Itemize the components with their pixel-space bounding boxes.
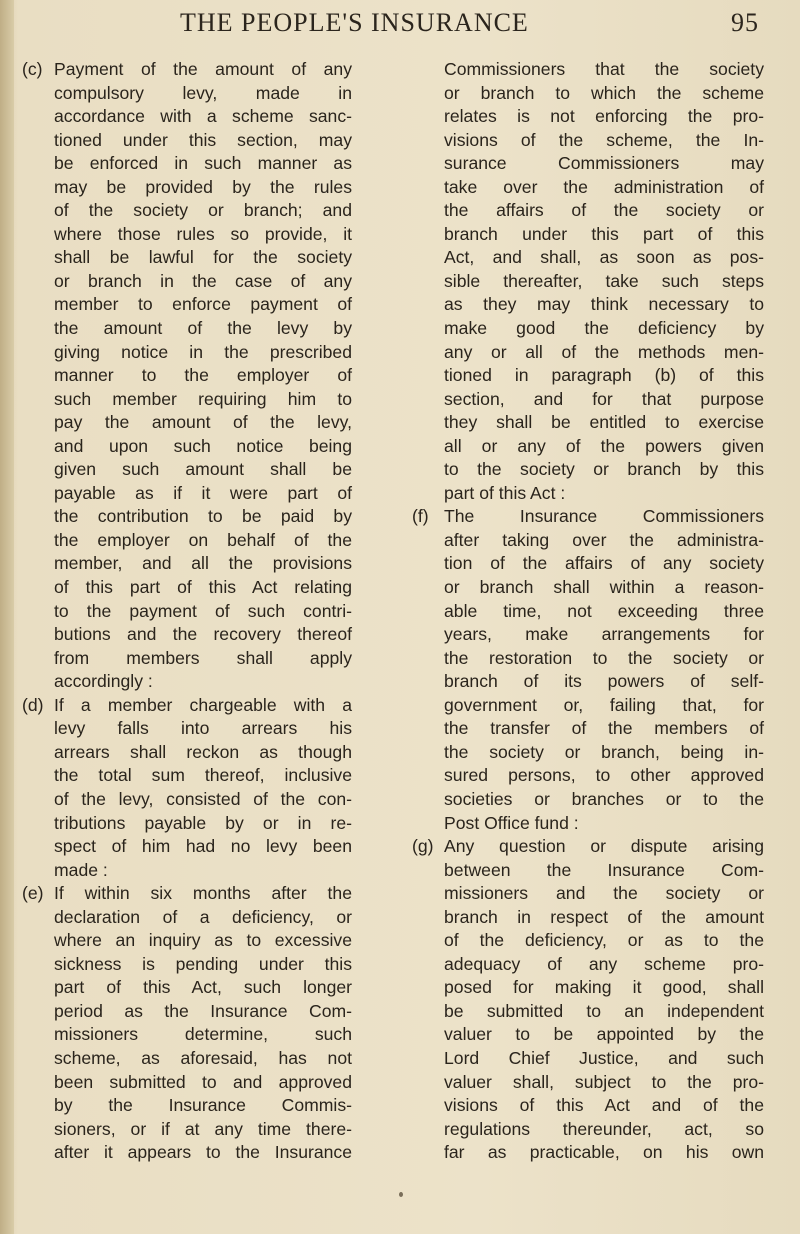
text-line: all or any of the powers given [444,435,764,456]
text-line: such member requiring him to [54,388,352,409]
text-line: If a member chargeable with a [54,694,352,715]
text-line: of the society or branch; and [54,200,352,221]
clause-paragraph [22,882,352,1165]
text-line: surance Commissioners may [444,153,764,174]
text-line: payable as if it were part of [54,482,352,503]
text-line: sible thereafter, take such steps [444,270,764,291]
clause-label: (d) [22,694,44,715]
text-line: posed for making it good, shall [444,977,764,998]
text-line: of the deficiency, or as to the [444,930,764,951]
text-line: pay the amount of the levy, [54,412,352,433]
clause-label: (f) [412,506,429,527]
text-line: or branch to which the scheme [444,82,764,103]
text-line: adequacy of any scheme pro- [444,953,764,974]
text-line: Lord Chief Justice, and such [444,1047,764,1068]
left-column [22,58,352,1165]
text-line: manner to the employer of [54,365,352,386]
text-line: part of this Act : [444,482,566,503]
text-line: regulations thereunder, act, so [444,1118,764,1139]
text-line: of this part of this Act relating [54,577,352,598]
text-line: missioners determine, such [54,1024,352,1045]
text-line: section, and for that purpose [444,388,764,409]
text-line: after taking over the administra- [444,529,764,550]
page-binding-shadow [0,0,14,1234]
text-line: the affairs of the society or [444,200,764,221]
text-line: butions and the recovery thereof [54,624,352,645]
text-line: far as practicable, on his own [444,1142,764,1163]
text-line: valuer to be appointed by the [444,1024,764,1045]
text-line: been submitted to and approved [54,1071,352,1092]
text-line: member, and all the provisions [54,553,352,574]
text-line: branch of its powers of self- [444,671,764,692]
text-line: they shall be entitled to exercise [444,412,764,433]
text-line: visions of the scheme, the In- [444,129,764,150]
text-line: as they may think necessary to [444,294,764,315]
text-line: giving notice in the prescribed [54,341,352,362]
text-line: shall be lawful for the society [54,247,352,268]
ink-dot-mark [399,1192,403,1197]
text-line: period as the Insurance Com- [54,1000,352,1021]
text-line: take over the administration of [444,176,764,197]
text-line: or branch shall within a reason- [444,577,764,598]
text-line: the restoration to the society or [444,647,764,668]
text-line: after it appears to the Insurance [54,1142,352,1163]
text-line: visions of this Act and of the [444,1095,764,1116]
text-line: sioners, or if at any time there- [54,1118,352,1139]
clause-paragraph [412,505,764,835]
text-line: tion of the affairs of any society [444,553,764,574]
text-line: missioners and the society or [444,883,764,904]
text-line: tioned in paragraph (b) of this [444,365,764,386]
text-line: member to enforce payment of [54,294,352,315]
text-line: years, make arrangements for [444,624,764,645]
clause-paragraph [22,58,352,694]
text-line: of the levy, consisted of the con- [54,788,352,809]
running-header [0,2,800,46]
text-line: The Insurance Commissioners [444,506,764,527]
text-line: government or, failing that, for [444,694,764,715]
text-line: Commissioners that the society [444,59,764,79]
text-line: tioned under this section, may [54,129,352,150]
text-line: where an inquiry as to excessive [54,930,352,951]
text-line: the transfer of the members of [444,718,764,739]
text-line: Payment of the amount of any [54,59,352,79]
text-line: be enforced in such manner as [54,153,352,174]
text-line: valuer shall, subject to the pro- [444,1071,764,1092]
text-line: accordance with a scheme sanc- [54,106,352,127]
text-line: societies or branches or to the [444,788,764,809]
text-line: to the payment of such contri- [54,600,352,621]
text-line: the society or branch, being in- [444,741,764,762]
clause-paragraph [412,835,764,1165]
clause-label: (g) [412,836,434,857]
text-line: branch under this part of this [444,223,764,244]
text-line: Post Office fund : [444,812,579,833]
text-line: Any question or dispute arising [444,836,764,857]
text-line: given such amount shall be [54,459,352,480]
clause-paragraph [22,694,352,882]
text-line: and upon such notice being [54,435,352,456]
text-line: any or all of the methods men- [444,341,764,362]
text-line: made : [54,859,108,880]
text-line: where those rules so provide, it [54,223,352,244]
text-line: between the Insurance Com- [444,859,764,880]
text-line: spect of him had no levy been [54,836,352,857]
text-line: may be provided by the rules [54,176,352,197]
text-line: by the Insurance Commis- [54,1095,352,1116]
text-line: declaration of a deficiency, or [54,906,352,927]
text-line: sured persons, to other approved [444,765,764,786]
text-line: the contribution to be paid by [54,506,352,527]
text-line: to the society or branch by this [444,459,764,480]
text-line: compulsory levy, made in [54,82,352,103]
text-line: the total sum thereof, inclusive [54,765,352,786]
running-title: THE PEOPLE'S INSURANCE [180,8,529,37]
text-line: sickness is pending under this [54,953,352,974]
text-line: levy falls into arrears his [54,718,352,739]
text-line: scheme, as aforesaid, has not [54,1047,352,1068]
text-line: part of this Act, such longer [54,977,352,998]
clause-label: (c) [22,59,43,79]
text-line: able time, not exceeding three [444,600,764,621]
text-line: relates is not enforcing the pro- [444,106,764,127]
text-line: Act, and shall, as soon as pos- [444,247,764,268]
text-line: make good the deficiency by [444,318,764,339]
page-number: 95 [731,8,759,37]
text-line: or branch in the case of any [54,270,352,291]
text-line: the employer on behalf of the [54,529,352,550]
text-line: the amount of the levy by [54,318,352,339]
text-line: tributions payable by or in re- [54,812,352,833]
text-line: be submitted to an independent [444,1000,764,1021]
right-column [412,58,764,1165]
text-line: branch in respect of the amount [444,906,764,927]
text-line: from members shall apply [54,647,352,668]
text-line: arrears shall reckon as though [54,741,352,762]
text-line: If within six months after the [54,883,352,904]
clause-label: (e) [22,883,44,904]
continued-clause-text [412,58,764,505]
text-line: accordingly : [54,671,153,692]
